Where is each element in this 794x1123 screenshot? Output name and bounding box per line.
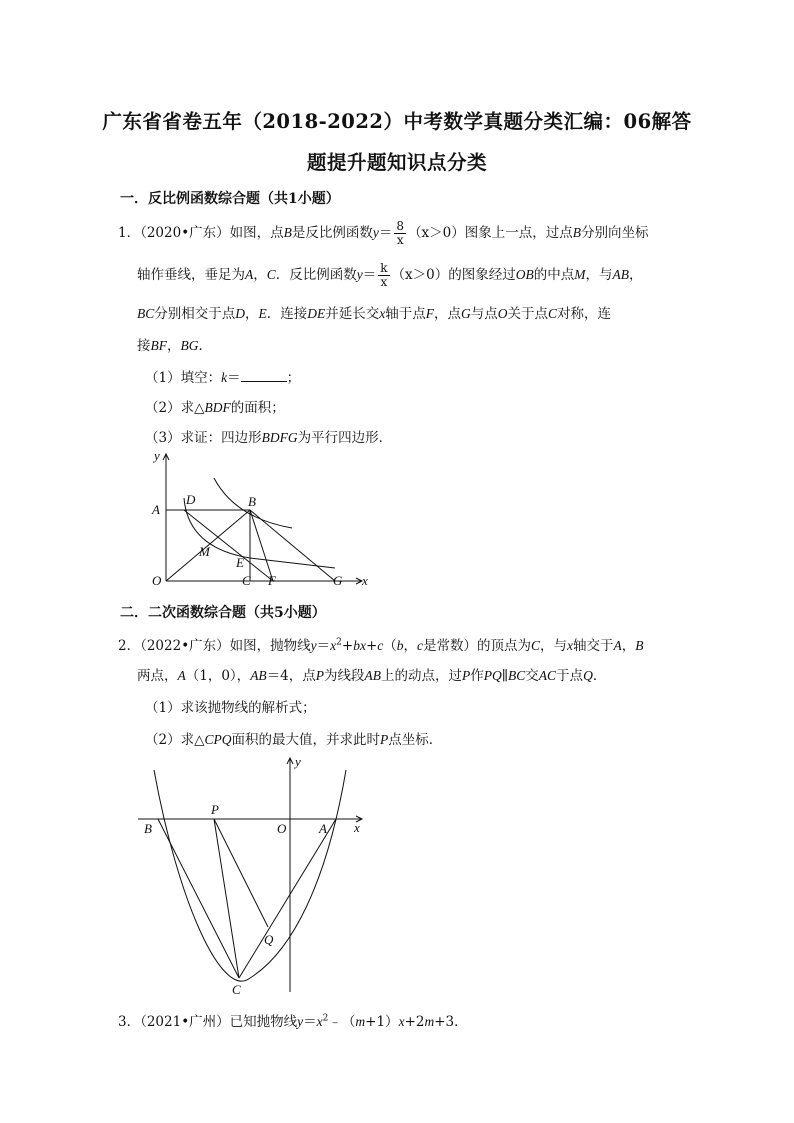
document-title-line1: 广东省省卷五年（2018-2022）中考数学真题分类汇编：06解答 [102,110,692,133]
q1-line3: BC分别相交于点D，E．连接DE并延长交x轴于点F，点G与点O关于点C对称，连 [137,306,612,322]
label-x: x [354,820,360,835]
label-D: D [186,492,196,507]
line-DF [184,510,273,581]
fraction-k-over-x: $\frac{k}{x}$ [380,261,388,289]
label-E: E [236,555,244,570]
parabola [154,770,346,981]
q1-part3: （3）求证：四边形BDFG为平行四边形． [145,430,393,446]
q2-figure-labels [144,754,360,997]
q2-part1: （1）求该抛物线的解析式； [145,700,316,716]
label-B: B [144,821,152,836]
q1-part2: （2）求△BDF的面积； [145,400,285,416]
document-title-line2: 题提升题知识点分类 [306,151,487,174]
q2-figure [132,752,372,1000]
q2-part2: （2）求△CPQ面积的最大值，并求此时P点坐标． [145,732,443,748]
segment-BF [250,510,273,581]
section2-heading: 二．二次函数综合题（共5小题） [120,605,326,621]
label-G: G [333,573,343,588]
label-Q: Q [264,932,274,947]
label-y: y [154,448,160,463]
q2-line2: 两点，A（1，0），AB＝4，点P为线段AB上的动点，过P作PQ∥BC交AC于点Q． [137,668,607,684]
label-B: B [248,494,256,509]
q3-line1: 3．（2021•广州）已知抛物线$y=x^2﹣(m+1)x+2m+3$． [118,1013,468,1030]
label-x: x [362,573,368,588]
label-M: M [199,544,210,559]
q1-line2: 轴作垂线，垂足为A，C．反比例函数y＝ $\frac{k}{x}$ （x＞0）的图象经过OB的中点M，与AB， [137,261,643,289]
label-F: F [268,573,276,588]
segment-BG [250,510,335,581]
q1-line1: 1．（2020•广东）如图，点B是反比例函数y＝ $\frac{8}{x}$ （x＞0）图象上一点，过点B分别向坐标 [118,219,649,247]
q1-figure [140,448,380,593]
label-P: P [211,802,219,817]
label-y: y [295,754,301,769]
fraction-8-over-x: $\frac{8}{x}$ [396,219,405,247]
q2-line1: 2．（2022•广东）如图，抛物线$y=x^2+bx+c(b$，c是常数）的顶点为C，与x轴交于A，B [118,637,644,654]
label-A: A [152,502,160,517]
label-C: C [242,573,251,588]
answer-blank[interactable] [241,369,287,382]
q1-part1: （1）填空：k＝ ； [145,370,301,386]
label-A: A [319,821,327,836]
q1-line4: 接BF，BG． [137,338,212,354]
label-O: O [152,573,162,588]
label-O: O [277,821,287,836]
section1-heading: 一．反比例函数综合题（共1小题） [120,191,340,207]
label-C: C [232,982,241,997]
